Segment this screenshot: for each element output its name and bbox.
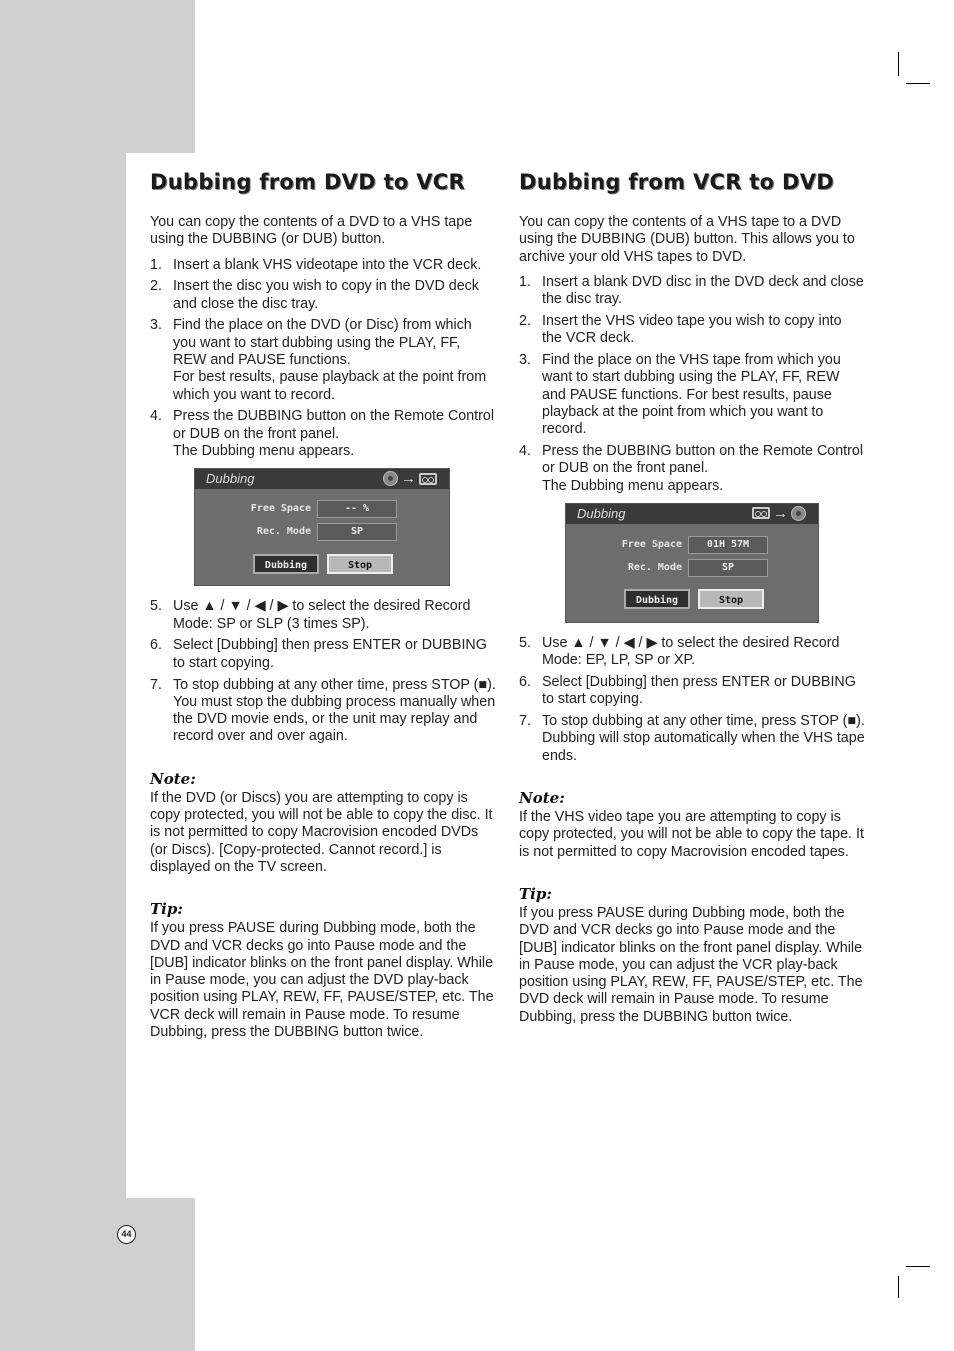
step-item xyxy=(150,257,496,274)
step-item xyxy=(519,274,865,309)
rec-mode-value: SP xyxy=(688,559,768,577)
dubbing-menu-screenshot xyxy=(565,503,819,623)
note-text: If the VHS video tape you are attempting to copy is copy protected, you will not be able to copy the tape. It is not permitted to copy Macrovision encoded tapes. xyxy=(519,809,864,860)
disc-icon xyxy=(383,471,398,486)
step-number: 6. xyxy=(150,637,162,654)
step-number: 1. xyxy=(519,273,531,290)
step-subtext: The Dubbing menu appears. xyxy=(173,443,355,460)
tip-text: If you press PAUSE during Dubbing mode, both the DVD and VCR decks go into Pause mode and the [DUB] indicator blinks on the front panel display. While in Pause mode, you can adjust the VCR play-back position using PLAY, REW, FF, PAUSE/STEP, etc. The DVD deck will remain in Pause mode. To resume Dubbing, press the DUBBING button twice. xyxy=(519,904,863,1025)
dubbing-button: Dubbing xyxy=(624,589,690,609)
step-text: Use ▲ / ▼ / ◀ / ▶ to select the desired Record Mode: SP or SLP (3 times SP). xyxy=(173,598,471,632)
free-space-value: -- % xyxy=(317,500,397,518)
step-item xyxy=(150,637,496,672)
step-text: To stop dubbing at any other time, press STOP (■). xyxy=(173,676,496,693)
intro-text: You can copy the contents of a DVD to a VHS tape using the DUBBING (or DUB) button. xyxy=(150,214,473,248)
free-space-label: Free Space xyxy=(621,538,682,550)
tip-heading: Tip: xyxy=(150,900,183,919)
step-subtext: For best results, pause playback at the point from which you want to record. xyxy=(173,369,487,403)
step-text: To stop dubbing at any other time, press STOP (■). xyxy=(542,713,865,730)
step-item xyxy=(150,317,496,403)
step-text: Insert the disc you wish to copy in the DVD deck and close the disc tray. xyxy=(173,278,479,312)
steps-list xyxy=(150,257,496,461)
step-number: 2. xyxy=(150,278,162,295)
step-item xyxy=(519,352,865,438)
osd-title: Dubbing xyxy=(206,471,255,487)
section-title: Dubbing from DVD to VCR xyxy=(150,170,465,194)
step-item xyxy=(150,408,496,460)
free-space-row xyxy=(195,500,449,518)
step-item xyxy=(519,635,865,670)
intro-text: You can copy the contents of a VHS tape to a DVD using the DUBBING (DUB) button. This allows you to archive your old VHS tapes to DVD. xyxy=(519,214,855,265)
tip-heading: Tip: xyxy=(519,884,552,903)
step-item xyxy=(150,278,496,313)
step-text: Press the DUBBING button on the Remote Control or DUB on the front panel. xyxy=(173,408,495,442)
step-number: 1. xyxy=(150,256,162,273)
section-title: Dubbing from VCR to DVD xyxy=(519,170,834,194)
step-number: 5. xyxy=(519,634,531,651)
vhs-tape-icon xyxy=(752,507,770,519)
tip-text: If you press PAUSE during Dubbing mode, both the DVD and VCR decks go into Pause mode and the [DUB] indicator blinks on the front panel display. While in Pause mode, you can adjust the DVD play-back position using PLAY, REW, FF, PAUSE/STEP, etc. The VCR deck will remain in Pause mode. To resume Dubbing, press the DUBBING button twice. xyxy=(150,920,494,1040)
rec-mode-value: SP xyxy=(317,523,397,541)
step-text: Select [Dubbing] then press ENTER or DUBBING to start copying. xyxy=(173,637,487,671)
step-text: Use ▲ / ▼ / ◀ / ▶ to select the desired Record Mode: EP, LP, SP or XP. xyxy=(542,634,840,669)
step-text: Insert a blank DVD disc in the DVD deck and close the disc tray. xyxy=(542,273,864,308)
free-space-label: Free Space xyxy=(250,503,311,515)
arrow-right-icon: → xyxy=(401,470,416,488)
rec-mode-label: Rec. Mode xyxy=(627,561,682,573)
step-number: 3. xyxy=(519,352,531,369)
osd-title: Dubbing xyxy=(577,505,626,521)
note-heading: Note: xyxy=(150,769,196,788)
step-number: 5. xyxy=(150,598,162,615)
step-item xyxy=(519,674,865,709)
note-heading: Note: xyxy=(519,789,565,808)
rec-mode-row xyxy=(195,523,449,541)
disc-icon xyxy=(791,506,806,521)
steps-list-continued xyxy=(150,598,496,745)
crop-mark xyxy=(898,52,899,76)
step-text: Find the place on the VHS tape from which you want to start dubbing using the PLAY, FF, REW and PAUSE functions. For best results, pause playback at the point from which you want to record. xyxy=(542,352,841,438)
crop-mark xyxy=(906,83,930,84)
step-item xyxy=(519,313,865,348)
page-number: 44 xyxy=(117,1225,136,1244)
step-item xyxy=(519,443,865,495)
osd-title-bar xyxy=(566,504,818,524)
step-text: Press the DUBBING button on the Remote Control or DUB on the front panel. xyxy=(542,443,864,477)
crop-mark xyxy=(906,1266,930,1267)
dubbing-button: Dubbing xyxy=(253,554,319,574)
note-text: If the DVD (or Discs) you are attempting to copy is copy protected, you will not be able to copy the disc. It is not permitted to copy Macrovision encoded DVDs (or Discs). [Copy-protected. Cannot record.] is displayed on the TV screen. xyxy=(150,789,493,875)
step-item xyxy=(519,713,865,765)
stop-button: Stop xyxy=(327,554,393,574)
step-number: 4. xyxy=(519,443,531,460)
arrow-right-icon: → xyxy=(773,504,788,522)
step-number: 4. xyxy=(150,408,162,425)
crop-mark xyxy=(898,1276,899,1298)
step-item xyxy=(150,677,496,746)
step-subtext: You must stop the dubbing process manually when the DVD movie ends, or the unit may replay and record over and over again. xyxy=(173,693,496,745)
step-number: 3. xyxy=(150,317,162,334)
osd-title-bar xyxy=(195,469,449,489)
step-number: 2. xyxy=(519,312,531,329)
free-space-value: 01H 57M xyxy=(688,536,768,554)
vcr-to-dvd-section xyxy=(519,170,865,1026)
step-number: 7. xyxy=(519,713,531,730)
step-text: Select [Dubbing] then press ENTER or DUBBING to start copying. xyxy=(542,674,856,708)
stop-button: Stop xyxy=(698,589,764,609)
step-subtext: The Dubbing menu appears. xyxy=(542,477,724,494)
step-text: Insert the VHS video tape you wish to copy into the VCR deck. xyxy=(542,312,842,347)
vhs-tape-icon xyxy=(419,473,437,485)
dvd-to-vcr-section xyxy=(150,170,496,1041)
step-subtext: Dubbing will stop automatically when the VHS tape ends. xyxy=(542,730,865,764)
rec-mode-row xyxy=(566,559,818,577)
free-space-row xyxy=(566,536,818,554)
steps-list-continued xyxy=(519,635,865,765)
step-item xyxy=(150,598,496,633)
dubbing-menu-screenshot xyxy=(194,468,450,586)
step-text: Find the place on the DVD (or Disc) from which you want to start dubbing using the PLAY, FF, REW and PAUSE functions. xyxy=(173,317,472,369)
step-number: 7. xyxy=(150,676,162,693)
step-text: Insert a blank VHS videotape into the VCR deck. xyxy=(173,256,482,273)
step-number: 6. xyxy=(519,674,531,691)
steps-list xyxy=(519,274,865,495)
rec-mode-label: Rec. Mode xyxy=(256,526,311,538)
